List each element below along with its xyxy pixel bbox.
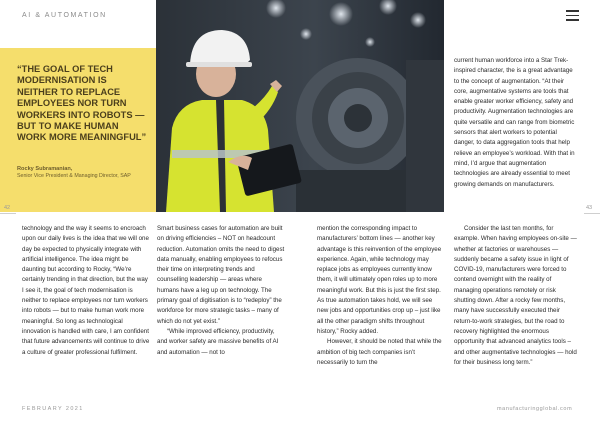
paragraph: “While improved efficiency, productivity, and worker safety are massive benefits of AI and automation — not to bbox=[157, 327, 279, 356]
footer-website-link[interactable]: manufacturingglobal.com bbox=[497, 406, 573, 412]
article-column-4 bbox=[454, 224, 578, 368]
footer-issue-date: FEBRUARY 2021 bbox=[22, 406, 84, 412]
article-column-2 bbox=[157, 224, 285, 358]
page-number-right: 43 bbox=[586, 205, 593, 211]
paragraph: mention the corresponding impact to manufacturers’ bottom lines — another key advantage is this reinvention of the employee experience. Again, while technology may replace jobs as employees currently know them, it will ultimately open roles up to more meaningful work. But this is just the first step. As true automation takes hold, we will see new jobs and opportunities crop up – just like all the other paradigm shifts throughout history,” Rocky added. bbox=[317, 225, 442, 335]
menu-icon[interactable] bbox=[566, 10, 579, 21]
page-number-rule-left bbox=[0, 213, 16, 214]
quote-author: Rocky Subramanian, bbox=[17, 165, 73, 172]
paragraph: current human workforce into a Star Trek-inspired character, the is a great advantage to the concept of augmentation. “At their core, augmentative systems are tools that enable greater worker efficiency, safety and productivity. Augmentation technologies are quite versatile and can range from biometric sensors that alert workers to potential danger, to data aggregation tools that help relieve an employee’s workload. With that in mind, I’d argue that augmentation technologies are already essential to meet growing demands on manufacturers. bbox=[454, 57, 575, 188]
paragraph: However, it should be noted that while the ambition of big tech companies isn’t necessarily to turn the bbox=[317, 338, 442, 366]
section-label: AI & AUTOMATION bbox=[22, 12, 107, 19]
paragraph: Consider the last ten months, for example. When having employees on-site — whether at factories or warehouses — suddenly became a safety issue in light of COVID-19, manufacturers were forced to contend overnight with the reality of managing operations remotely or risk shutting down. After a rocky few months, many have successfully executed their return-to-work strategies, but the road to recovery highlighted the enormous opportunity that advanced analytics tools – and other augmentative technologies — hold for their business long term.” bbox=[454, 225, 577, 366]
page-number-rule-right bbox=[584, 213, 600, 214]
quote-text: “THE GOAL OF TECH MODERNISATION IS NEITHER TO REPLACE EMPLOYEES NOR TURN WORKERS INTO ROBOTS — BUT TO MAKE HUMAN WORK MORE MEANINGFUL” bbox=[17, 64, 147, 143]
article-column-right-top bbox=[454, 56, 575, 190]
paragraph: technology and the way it seems to encroach upon our daily lives is the idea that we will one day be expected to physically integrate with artificial intelligence. The idea might be daunting but according to Rocky, “We’re certainly trending in that direction, but the way I see it, the goal of tech modernisation is neither to replace employees nor turn workers into robots — but to make human work more meaningful. So long as technological innovation is handled with care, I am confident that future advancements will continue to drive a culture of greater professional fulfilment. bbox=[22, 225, 150, 356]
article-column-3 bbox=[317, 224, 444, 368]
hero-photo bbox=[156, 0, 444, 212]
paragraph: Smart business cases for automation are built on driving efficiencies – NOT on headcount reduction. Automation omits the need to digest data manually, enabling employees to refocus their time on interpreting trends and counselling leadership — areas where humans have a leg up on technology. The primary goal of digitisation is to “redeploy” the workforce for more strategic tasks – many of which do not yet exist.” bbox=[157, 225, 285, 325]
quote-role: Senior Vice President & Managing Director, SAP bbox=[17, 172, 131, 179]
article-column-1 bbox=[22, 224, 151, 358]
pull-quote bbox=[0, 48, 156, 212]
page-number-left: 42 bbox=[4, 205, 11, 211]
